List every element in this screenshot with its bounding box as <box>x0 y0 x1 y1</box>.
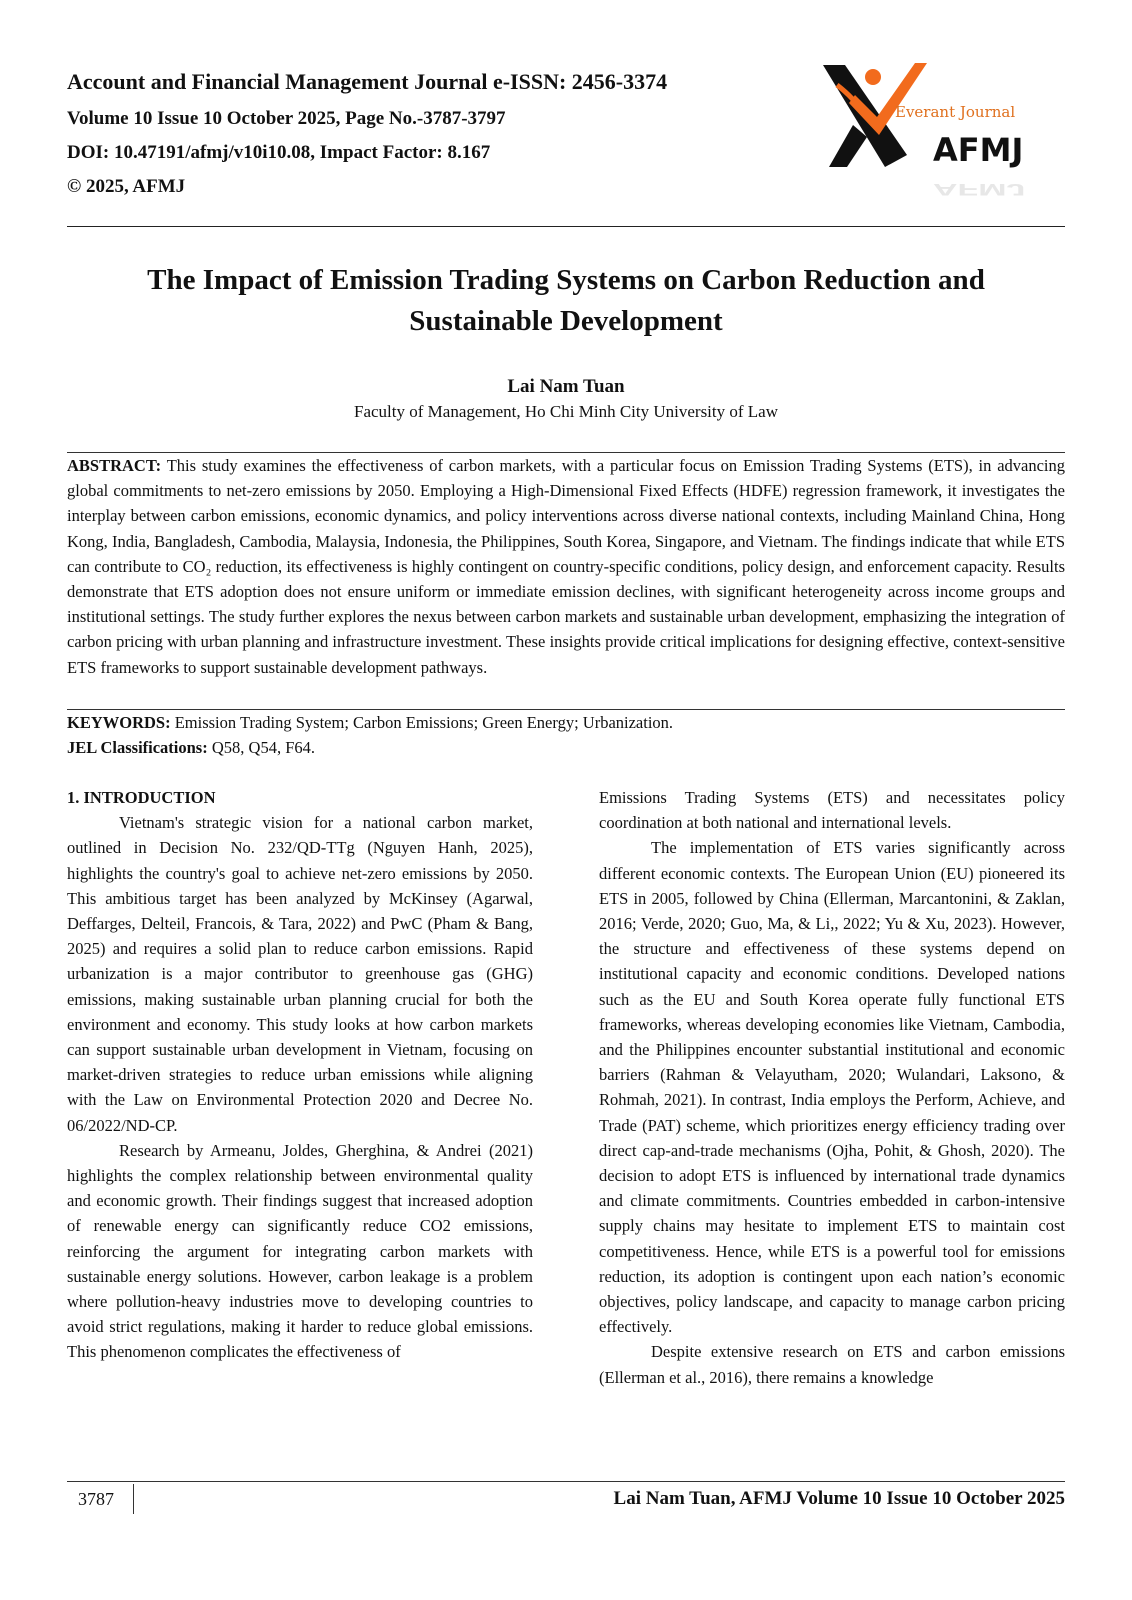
logo-reflection: AFMJ <box>933 180 1026 200</box>
keywords-label: KEYWORDS: <box>67 713 171 732</box>
body-column-right <box>599 785 1065 1390</box>
footer-citation: Lai Nam Tuan, AFMJ Volume 10 Issue 10 October 2025 <box>613 1488 1065 1509</box>
logo-person-dot <box>865 69 881 85</box>
doi-info: DOI: 10.47191/afmj/v10i10.08, Impact Factor: 8.167 <box>67 142 491 163</box>
volume-info: Volume 10 Issue 10 October 2025, Page No.-3787-3797 <box>67 108 506 129</box>
jel-classifications <box>67 735 1065 760</box>
footer-divider <box>67 1481 1065 1482</box>
header-divider <box>67 226 1065 227</box>
journal-header <box>67 66 787 204</box>
paragraph: The implementation of ETS varies significantly across different economic contexts. The European Union (EU) pioneered its ETS in 2005, followed by China (Ellerman, Marcantonini, & Zaklan, 2016; Verde, 2020; Guo, Ma, & Li,, 2022; Yu & Xu, 2023). However, the structure and effectiveness of these systems depend on institutional capacity and economic conditions. Developed nations such as the EU and South Korea operate fully functional ETS frameworks, whereas developing economies like Vietnam, Cambodia, and the Philippines encounter substantial institutional and economic barriers (Rahman & Velayutham, 2020; Wulandari, Laksono, & Rohmah, 2021). In contrast, India employs the Perform, Achieve, and Trade (PAT) scheme, which prioritizes energy efficiency trading over direct cap-and-trade mechanisms (Ojha, Pohit, & Ghosh, 2020). The decision to adopt ETS is influenced by international trade dynamics and climate commitments. Countries embedded in carbon-intensive supply chains may hesitate to implement ETS to maintain cost competitiveness. Hence, while ETS is a powerful tool for emissions reduction, its adoption is contingent upon each nation’s economic objectives, policy landscape, and capacity to manage carbon pricing effectively. <box>599 838 1065 1337</box>
author-name: Lai Nam Tuan <box>507 376 625 397</box>
page-number: 3787 <box>78 1489 114 1509</box>
keywords-text: Emission Trading System; Carbon Emissions; Green Energy; Urbanization. <box>174 713 674 732</box>
abstract <box>67 453 1065 680</box>
paragraph: Vietnam's strategic vision for a national carbon market, outlined in Decision No. 232/QD-TTg (Nguyen Hanh, 2025), highlights the country's goal to achieve net-zero emissions by 2050. This ambitious target has been analyzed by McKinsey (Agarwal, Deffarges, Delteil, Francois, & Tara, 2022) and PwC (Pham & Bang, 2025) and requires a solid plan to reduce carbon emissions. Rapid urbanization is a major contributor to greenhouse gas (GHG) emissions, making sustainable urban planning crucial for both the environment and economy. This study looks at how carbon markets can support sustainable urban development in Vietnam, focusing on market-driven strategies to reduce urban emissions while aligning with the Law on Environmental Protection 2020 and Decree No. 06/2022/ND-CP. <box>67 813 533 1135</box>
paragraph: Emissions Trading Systems (ETS) and necessitates policy coordination at both national and international levels. <box>599 788 1065 833</box>
jel-text: Q58, Q54, F64. <box>211 738 315 757</box>
title-line-2: Sustainable Development <box>409 305 723 337</box>
abstract-text: This study examines the effectiveness of carbon markets, with a particular focus on Emission Trading Systems (ETS), in advancing global commitments to net-zero emissions by 2050. Employing a High-Dimensional Fixed Effects (HDFE) regression framework, it investigates the interplay between carbon emissions, economic dynamics, and policy interventions across diverse national contexts, including Mainland China, Hong Kong, India, Bangladesh, Cambodia, Malaysia, Indonesia, the Philippines, South Korea, Singapore, and Vietnam. The findings indicate that while ETS can contribute to CO₂ reduction, its effectiveness is highly contingent on country-specific conditions, policy design, and enforcement capacity. Results demonstrate that ETS adoption does not ensure uniform or immediate emission declines, with significant heterogeneity across income groups and institutional settings. The study further explores the nexus between carbon markets and sustainable urban development, emphasizing the integration of carbon pricing with urban planning and infrastructure investment. These insights provide critical implications for designing effective, context-sensitive ETS frameworks to support sustainable development pathways. <box>67 456 1066 677</box>
body-column-left <box>67 785 533 1365</box>
paragraph: Despite extensive research on ETS and carbon emissions (Ellerman et al., 2016), there remains a knowledge <box>599 1342 1065 1387</box>
paragraph: Research by Armeanu, Joldes, Gherghina, & Andrei (2021) highlights the complex relationship between environmental quality and economic growth. Their findings suggest that increased adoption of renewable energy can significantly reduce CO2 emissions, reinforcing the argument for integrating carbon markets with sustainable energy solutions. However, carbon leakage is a problem where pollution-heavy industries move to developing countries to avoid strict regulations, making it harder to reduce global emissions. This phenomenon complicates the effectiveness of <box>67 1140 533 1362</box>
afmj-logo <box>815 55 1045 205</box>
journal-name: Account and Financial Management Journal e-ISSN: 2456-3374 <box>67 69 668 94</box>
keywords <box>67 710 1065 735</box>
page-number-separator <box>133 1484 134 1514</box>
abstract-label: ABSTRACT: <box>67 456 162 475</box>
section-heading: 1. INTRODUCTION <box>67 788 216 807</box>
author-affiliation: Faculty of Management, Ho Chi Minh City University of Law <box>354 402 778 421</box>
jel-label: JEL Classifications: <box>67 738 208 757</box>
copyright-info: © 2025, AFMJ <box>67 176 186 197</box>
paper-title <box>67 260 1065 342</box>
logo-main-text: AFMJ <box>933 131 1024 169</box>
logo-top-text: Everant Journal <box>895 103 1016 121</box>
title-line-1: The Impact of Emission Trading Systems on Carbon Reduction and <box>147 264 985 296</box>
